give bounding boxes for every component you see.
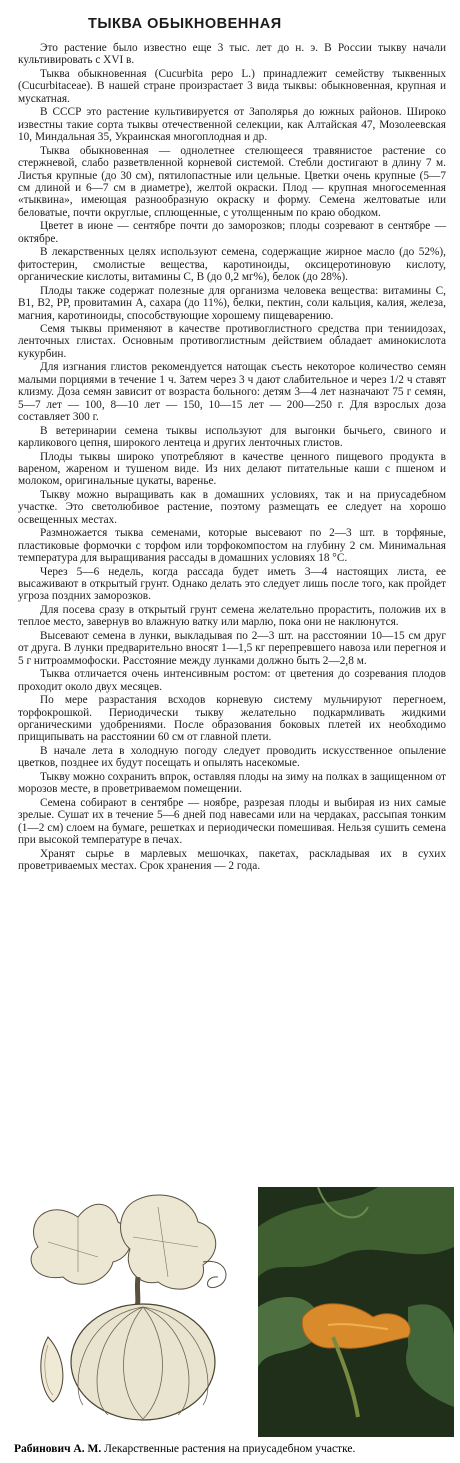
paragraph-storage: Тыкву можно сохранить впрок, оставляя плоды на зиму на полках в защищенном от морозов месте, в проветриваемом помещении. <box>18 770 446 796</box>
paragraph-intro: Это растение было известно еще 3 тыс. лет до н. э. В России тыкву начали культивировать с XVI в. <box>18 42 446 67</box>
paragraph-veterinary: В ветеринарии семена тыквы используют для выгонки бычьего, свиного и карликового цепня, широкого лентеца и других ленточных глистов. <box>18 424 446 450</box>
paragraph-growth: Тыква отличается очень интенсивным ростом: от цветения до созревания плодов проходит около двух месяцев. <box>18 668 446 693</box>
paragraph-medicinal: В лекарственных целях используют семена, содержащие жирное масло (до 52%), фитостерин, смолистые вещества, каротиноиды, оксицеротиновую кислоту, органические кислоты, витамины С, В (до 0,2 мг%), белок (до 28%). <box>18 246 446 284</box>
pumpkin-flower-photo <box>258 1187 454 1437</box>
article-body <box>18 42 446 872</box>
paragraph-vitamins: Плоды также содержат полезные для организма человека вещества: витамины С, В1, В2, РР, провитамин А, сахара (до 11%), белки, пектин, соли кальция, калия, железа, магния, каротиноиды, способствующие хорошему пищеварению. <box>18 284 446 322</box>
caption-source: Лекарственные растения на приусадебном участке. <box>104 1443 356 1455</box>
paragraph-mulching: По мере разрастания всходов корневую систему мульчируют перегноем, торфокрошкой. Периодически тыкву желательно подкармливать жидкими органическими удобрениями. После образования боковых плетей их необходимо прищипывать на расстоянии 60 см от главной плети. <box>18 694 446 744</box>
caption-author: Рабинович А. М. <box>14 1443 102 1455</box>
source-caption <box>14 1443 454 1455</box>
paragraph-pollination: В начале лета в холодную погоду следует проводить искусственное опыление цветков, позднее их будут посещать и опылять насекомые. <box>18 744 446 770</box>
page-title: ТЫКВА ОБЫКНОВЕННАЯ <box>88 16 282 32</box>
paragraph-propagation: Размножается тыква семенами, которые высевают по 2—3 шт. в торфяные, пластиковые формочки с торфом или торфокомпостом на глубину 2 см. Минимальная температура для выращивания рассады в домашних условиях 18 °С. <box>18 527 446 565</box>
paragraph-anthelmintic: Семя тыквы применяют в качестве противоглистного средства при тениидозах, ленточных глистах. Основным противоглистным действием обладает аминокислота кукурбин. <box>18 322 446 360</box>
paragraph-cultivation: В СССР это растение культивируется от Заполярья до южных районов. Широко известны такие сорта тыквы отечественной селекции, как Алтайская 47, Мозолеевская 10, Миндальная 35, Украинская многоплодная и др. <box>18 106 446 144</box>
paragraph-food: Плоды тыквы широко употребляют в качестве ценного пищевого продукта в вареном, жареном и тушеном виде. Из них делают питательные каши с пшеном и молоком, оригинальные цукаты, варенье. <box>18 450 446 488</box>
pumpkin-drawing <box>18 1187 248 1437</box>
paragraph-family: Тыква обыкновенная (Cucurbita pepo L.) принадлежит семейству тыквенных (Cucurbitaceae). В нашей стране произрастает 3 вида тыквы: обыкновенная, крупная и мускатная. <box>18 67 446 105</box>
paragraph-sowing: Для посева сразу в открытый грунт семена желательно прорастить, положив их в теплое место, завернув во влажную ватку или марлю, пока они не наклюнутся. <box>18 603 446 629</box>
illustrations <box>14 1187 454 1437</box>
paragraph-dosage: Для изгнания глистов рекомендуется натощак съесть некоторое количество семян малыми порциями в течение 1 ч. Затем через 3 ч дают слабительное и через 1/2 ч ставят клизму. Доза семян зависит от возраста больного: детям 3—4 лет назначают 75 г семян, 5—7 лет — 100, 8—10 лет — 150, 10—15 лет — 200—250 г. Для взрослых доза составляет 300 г. <box>18 361 446 424</box>
paragraph-growing: Тыкву можно выращивать как в домашних условиях, так и на приусадебном участке. Это светолюбивое растение, поэтому размещать ее следует на хорошо освещенных местах. <box>18 488 446 526</box>
paragraph-description: Тыква обыкновенная — однолетнее стелющееся травянистое растение со стержневой, слабо разветвленной корневой системой. Стебли достигают в длину 7 м. Листья крупные (до 30 см), пятилопастные или цельные. Цветки очень крупные (5—7 см длиной и 6—7 см в диаметре), желтой окраски. Плод — крупная многосеменная «тыквина», имеющая разнообразную окраску и форму. Семена желтоватые или беловатые, почти округлые, сплющенные, с утолщенным по краю ободком. <box>18 144 446 219</box>
paragraph-seed-collection: Семена собирают в сентябре — ноябре, разрезая плоды и выбирая из них самые зрелые. Сушат их в течение 5—6 дней под навесами или на чердаках, рассыпая тонким (1—2 см) слоем на бумаге, решетках и периодически помешивая. Нельзя сушить семена при высокой температуре в печах. <box>18 796 446 847</box>
paragraph-holes: Высевают семена в лунки, выкладывая по 2—3 шт. на расстоянии 10—15 см друг от друга. В лунки предварительно вносят 1—1,5 кг перепревшего навоза или перегноя и 5 г нитроаммофоски. Расстояние между лунками должно быть 2—2,8 м. <box>18 629 446 667</box>
paragraph-raw-storage: Хранят сырье в марлевых мешочках, пакетах, раскладывая их в сухих проветриваемых местах. Срок хранения — 2 года. <box>18 847 446 872</box>
paragraph-flowering: Цветет в июне — сентябре почти до заморозков; плоды созревают в сентябре — октябре. <box>18 220 446 245</box>
paragraph-transplant: Через 5—6 недель, когда рассада будет иметь 3—4 настоящих листа, ее высаживают в открытый грунт. Однако делать это следует лишь после того, как пройдет угроза поздних заморозков. <box>18 565 446 603</box>
